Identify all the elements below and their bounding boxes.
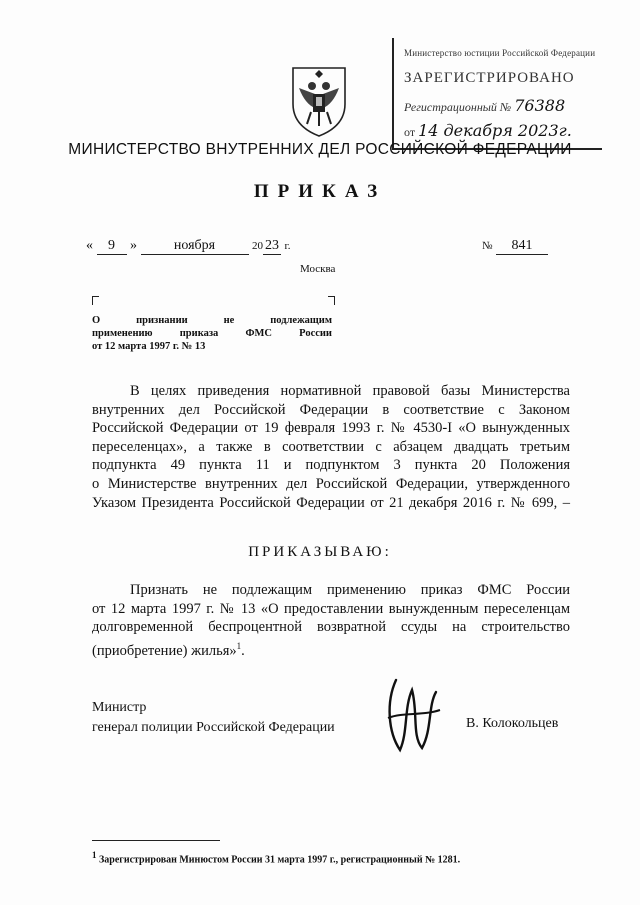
subject-bracket-right (328, 296, 335, 305)
preamble-line: подпункта 49 пункта 11 и подпунктом 3 пункта 20 Положения (92, 457, 570, 474)
signatory-name: В. Колокольцев (466, 716, 559, 731)
preamble-line: В целях приведения нормативной правовой базы Министерства (130, 383, 570, 399)
date-year-prefix: 20 (252, 240, 263, 252)
footnote-ref: 1 (236, 640, 242, 651)
order-title: ПРИКАЗ (253, 181, 387, 202)
operative-line: от 12 марта 1997 г. № 13 «О предоставлении вынужденным переселенцам (92, 600, 570, 617)
operative-line: долговременной беспроцентной возвратной ссуды на строительство (92, 619, 570, 636)
date-quote-close: » (130, 238, 137, 253)
number-value: 841 (496, 238, 548, 255)
order-city: Москва (300, 263, 336, 275)
order-subject (92, 314, 332, 353)
footnote-text: Зарегистрирован Минюстом России 31 марта 1997 г., регистрационный № 1281. (96, 854, 461, 866)
date-day: 9 (97, 238, 127, 255)
registration-stamp (392, 38, 602, 150)
preamble-line: внутренних дел Российской Федерации в соответствие с Законом (92, 401, 570, 418)
stamp-status: ЗАРЕГИСТРИРОВАНО (404, 70, 575, 86)
coat-of-arms-emblem (285, 64, 353, 138)
date-year-unit: г. (284, 240, 291, 252)
date-year-suffix: 23 (265, 238, 279, 253)
subject-line: от 12 марта 1997 г. № 13 (92, 341, 206, 352)
preamble-line: переселенцах», а также в соответствии с абзацем двадцать третьим (92, 438, 570, 455)
footnote-number: 1 (92, 850, 97, 860)
signatory-rank: генерал полиции Российской Федерации (92, 720, 335, 735)
signatory-position (92, 698, 335, 738)
date-quote-open: « (86, 238, 93, 253)
date-month: ноября (141, 238, 249, 255)
stamp-date-prefix: от (404, 125, 416, 139)
subject-line: О признании не подлежащим (92, 315, 332, 326)
stamp-reg-number: 76388 (514, 96, 566, 115)
preamble-paragraph (92, 382, 570, 512)
ministry-title: МИНИСТЕРСТВО ВНУТРЕННИХ ДЕЛ РОССИЙСКОЙ ФЕДЕРАЦИИ (68, 141, 572, 158)
decree-word: ПРИКАЗЫВАЮ: (248, 544, 392, 560)
stamp-reg-label: Регистрационный № (404, 100, 512, 114)
signatory-title: Министр (92, 700, 147, 715)
order-date (86, 238, 291, 255)
footnote-divider (92, 840, 220, 841)
stamp-ministry: Министерство юстиции Российской Федерации (404, 48, 596, 58)
operative-line: (приобретение) жилья» (92, 642, 237, 659)
stamp-date-value: 14 декабря 2023г. (418, 121, 572, 140)
handwritten-signature (382, 672, 442, 756)
order-number (482, 238, 548, 255)
preamble-line: Российской Федерации от 19 февраля 1993 г. № 4530-I «О вынужденных (92, 420, 570, 437)
number-label: № (482, 240, 493, 252)
subject-bracket-left (92, 296, 99, 305)
preamble-line: о Министерстве внутренних дел Российской Федерации, утвержденного (92, 475, 570, 492)
operative-paragraph (92, 581, 570, 660)
subject-line: применению приказа ФМС России (92, 328, 332, 339)
footnote (92, 850, 460, 865)
preamble-line: Указом Президента Российской Федерации от 21 декабря 2016 г. № 699, – (92, 494, 570, 511)
stamp-reg (404, 96, 600, 115)
stamp-date (404, 121, 600, 140)
operative-line-last: (приобретение) жилья»$^1$. (92, 640, 245, 659)
operative-line: Признать не подлежащим применению приказ ФМС России (130, 582, 570, 598)
